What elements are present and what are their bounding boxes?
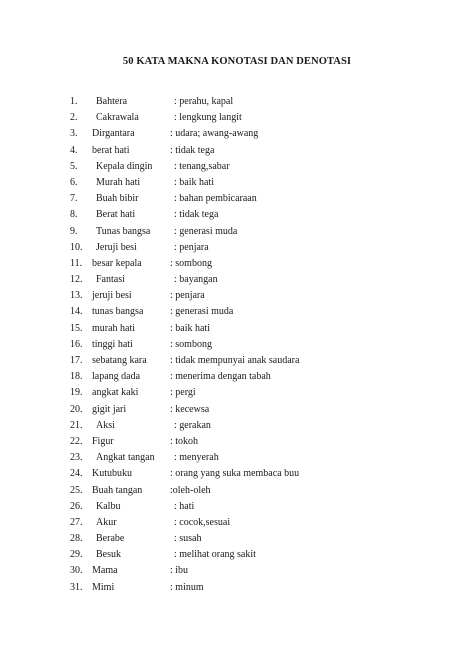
item-number: 30. <box>70 565 83 577</box>
item-number: 9. <box>70 225 78 237</box>
item-number: 25. <box>70 484 83 496</box>
item-meaning: : generasi muda <box>170 306 234 318</box>
item-term: Buah bibir <box>96 193 139 205</box>
item-number: 31. <box>70 581 83 593</box>
item-number: 16. <box>70 338 83 350</box>
item-number: 8. <box>70 209 78 221</box>
list-item <box>70 209 460 225</box>
item-number: 29. <box>70 549 83 561</box>
list-item <box>70 193 460 209</box>
item-meaning: : lengkung langit <box>174 112 242 124</box>
item-meaning: : tidak tega <box>174 209 219 221</box>
word-list <box>70 96 460 598</box>
list-item <box>70 355 460 371</box>
item-term: Kalbu <box>96 500 121 512</box>
item-number: 13. <box>70 290 83 302</box>
list-item <box>70 323 460 339</box>
item-meaning: : susah <box>174 533 202 545</box>
item-number: 15. <box>70 322 83 334</box>
item-number: 19. <box>70 387 83 399</box>
item-number: 21. <box>70 419 83 431</box>
list-item <box>70 582 460 598</box>
item-term: lapang dada <box>92 371 141 383</box>
list-item <box>70 290 460 306</box>
item-number: 28. <box>70 533 83 545</box>
item-meaning: : menerima dengan tabah <box>170 371 271 383</box>
list-item <box>70 404 460 420</box>
item-number: 7. <box>70 193 78 205</box>
item-term: besar kepala <box>92 257 142 269</box>
list-item <box>70 452 460 468</box>
item-meaning: : baik hati <box>174 176 214 188</box>
item-number: 1. <box>70 96 78 107</box>
item-meaning: : tidak mempunyai anak saudara <box>170 355 300 366</box>
item-meaning: : generasi muda <box>174 225 238 237</box>
item-meaning: : gerakan <box>174 419 211 431</box>
item-meaning: : baik hati <box>170 322 210 334</box>
list-item <box>70 533 460 549</box>
item-number: 12. <box>70 274 83 286</box>
item-term: Berat hati <box>96 209 136 221</box>
item-term: Cakrawala <box>96 112 139 124</box>
item-term: Murah hati <box>96 176 141 188</box>
list-item <box>70 517 460 533</box>
list-item <box>70 128 460 144</box>
list-item <box>70 226 460 242</box>
item-meaning: : sombong <box>170 257 212 269</box>
item-term: Figur <box>92 435 114 447</box>
list-item <box>70 420 460 436</box>
item-term: Kutubuku <box>92 468 132 480</box>
item-term: Akur <box>96 516 117 528</box>
item-meaning: : udara; awang-awang <box>170 128 259 140</box>
item-term: Buah tangan <box>92 484 143 496</box>
item-number: 3. <box>70 128 78 140</box>
item-meaning: : pergi <box>170 387 196 399</box>
item-term: jeruji besi <box>92 290 132 302</box>
list-item <box>70 96 460 112</box>
item-meaning: : melihat orang sakit <box>174 549 256 561</box>
list-item <box>70 387 460 403</box>
list-item <box>70 501 460 517</box>
item-meaning: : menyerah <box>174 452 219 464</box>
item-meaning: : ibu <box>170 565 189 577</box>
item-term: Aksi <box>96 419 115 431</box>
item-term: sebatang kara <box>92 355 147 366</box>
item-number: 20. <box>70 403 83 415</box>
list-item <box>70 436 460 452</box>
list-item <box>70 306 460 322</box>
item-meaning: : sombong <box>170 338 212 350</box>
list-item <box>70 112 460 128</box>
item-meaning: : bahan pembicaraan <box>174 193 257 205</box>
item-term: Bahtera <box>96 96 128 107</box>
item-meaning: : perahu, kapal <box>174 96 234 107</box>
item-number: 2. <box>70 112 78 124</box>
item-term: tinggi hati <box>92 338 133 350</box>
item-meaning: : kecewsa <box>170 403 210 415</box>
item-term: Berabe <box>96 533 125 545</box>
document-title: 50 KATA MAKNA KONOTASI DAN DENOTASI <box>122 56 352 67</box>
item-term: Jeruji besi <box>96 241 137 253</box>
item-number: 5. <box>70 160 78 172</box>
item-term: Angkat tangan <box>96 452 155 464</box>
item-meaning: : tenang,sabar <box>174 160 230 172</box>
list-item <box>70 258 460 274</box>
item-term: Tunas bangsa <box>96 225 151 237</box>
item-meaning: :oleh-oleh <box>170 484 211 496</box>
item-number: 6. <box>70 176 78 188</box>
item-term: Kepala dingin <box>96 160 153 172</box>
item-meaning: : hati <box>174 500 195 512</box>
item-number: 14. <box>70 306 83 318</box>
list-item <box>70 274 460 290</box>
item-term: Besuk <box>96 549 121 561</box>
item-meaning: : orang yang suka membaca buu <box>170 468 300 480</box>
list-item <box>70 177 460 193</box>
item-number: 24. <box>70 468 83 480</box>
list-item <box>70 145 460 161</box>
item-meaning: : penjara <box>174 241 209 253</box>
list-item <box>70 485 460 501</box>
item-number: 23. <box>70 452 83 464</box>
item-term: angkat kaki <box>92 387 139 399</box>
item-number: 17. <box>70 355 83 366</box>
item-meaning: : tokoh <box>170 435 199 447</box>
list-item <box>70 339 460 355</box>
item-number: 10. <box>70 241 83 253</box>
list-item <box>70 565 460 581</box>
list-item <box>70 549 460 565</box>
list-item <box>70 242 460 258</box>
item-term: murah hati <box>92 322 136 334</box>
item-meaning: : tidak tega <box>170 144 215 156</box>
item-meaning: : penjara <box>170 290 205 302</box>
item-term: gigit jari <box>92 403 127 415</box>
list-item <box>70 161 460 177</box>
item-meaning: : minum <box>170 581 204 593</box>
item-meaning: : cocok,sesuai <box>174 516 231 528</box>
item-term: berat hati <box>92 144 130 156</box>
item-term: Dirgantara <box>92 128 135 140</box>
list-item <box>70 468 460 484</box>
item-term: tunas bangsa <box>92 306 144 318</box>
item-term: Mimi <box>92 581 115 593</box>
item-number: 27. <box>70 516 83 528</box>
item-term: Mama <box>92 565 118 577</box>
item-term: Fantasi <box>96 274 125 286</box>
item-number: 11. <box>70 257 83 269</box>
item-meaning: : bayangan <box>174 274 218 286</box>
item-number: 18. <box>70 371 83 383</box>
item-number: 26. <box>70 500 83 512</box>
item-number: 22. <box>70 435 83 447</box>
item-number: 4. <box>70 144 78 156</box>
list-item <box>70 371 460 387</box>
